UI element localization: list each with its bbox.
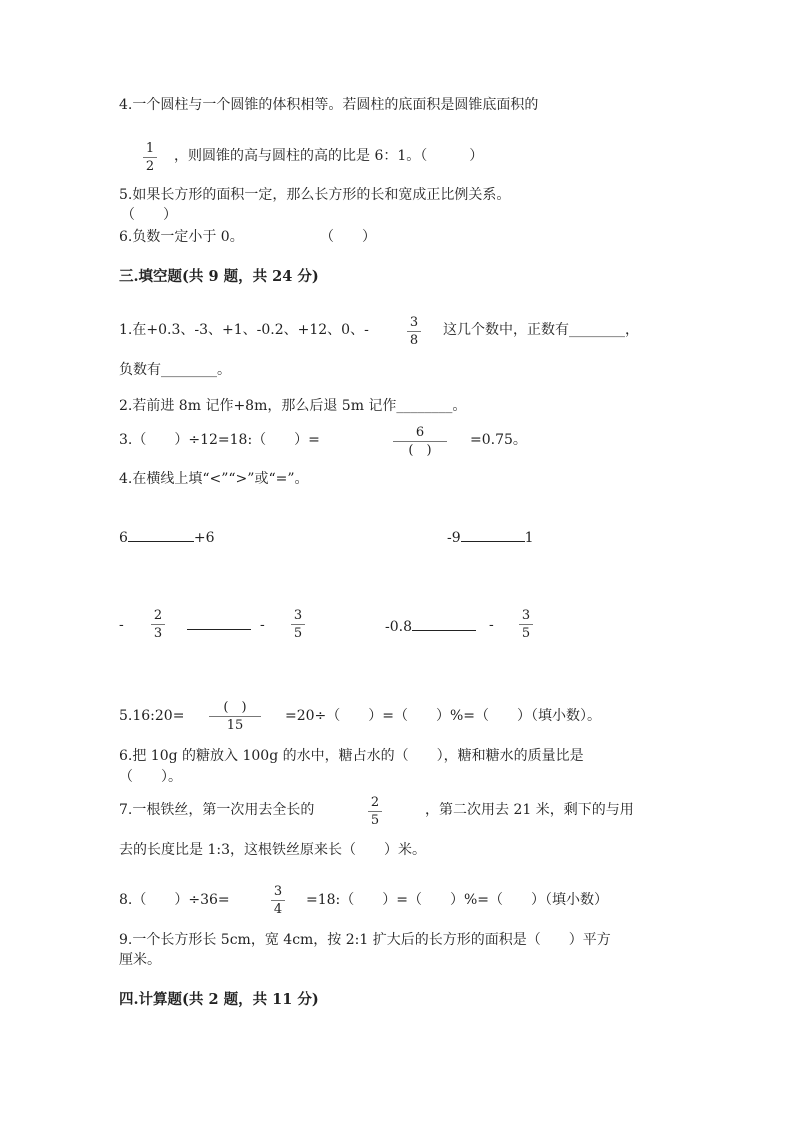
fill-q6-line1: 6.把 10g 的糖放入 100g 的水中，糖占水的（ ），糖和糖水的质量比是 bbox=[119, 748, 584, 764]
fraction-denominator: 5 bbox=[370, 813, 380, 828]
fraction-denominator: 5 bbox=[293, 626, 303, 641]
compare-3-minus: - bbox=[119, 617, 124, 633]
fraction-numerator: 6 bbox=[415, 425, 425, 440]
compare-2 bbox=[447, 529, 534, 545]
compare-4-left: -0.8 bbox=[385, 619, 412, 635]
fraction-denominator: 15 bbox=[226, 718, 244, 733]
fill-q2: 2.若前进 8m 记作+8m，那么后退 5m 记作________。 bbox=[119, 398, 467, 414]
fill-q9-line2: 厘米。 bbox=[119, 952, 161, 968]
fill-q5-prefix: 5.16:20= bbox=[119, 708, 185, 724]
fill-q4: 4.在横线上填“<”“>”或“=”。 bbox=[119, 471, 309, 487]
fill-q5-fraction bbox=[209, 701, 261, 732]
fraction-numerator: 3 bbox=[521, 608, 531, 623]
fill-q3-prefix: 3.（ ）÷12=18:（ ）= bbox=[119, 432, 320, 448]
fill-q5-suffix: =20÷（ ）=（ ）%=（ ）（填小数）。 bbox=[285, 708, 602, 724]
fill-q1-suffix: 这几个数中，正数有________， bbox=[443, 322, 639, 338]
fraction-denominator: ( ) bbox=[408, 443, 432, 458]
compare-3-fraction-b bbox=[291, 609, 305, 640]
compare-2-blank[interactable] bbox=[461, 529, 525, 542]
fraction-numerator: 3 bbox=[409, 315, 419, 330]
compare-3-fraction-a bbox=[151, 609, 165, 640]
section-3-heading: 三.填空题(共 9 题，共 24 分) bbox=[119, 268, 319, 285]
fraction-numerator: 2 bbox=[153, 608, 163, 623]
fill-q7-suffix: ，第二次用去 21 米，剩下的与用 bbox=[425, 802, 634, 818]
fill-q7-fraction bbox=[368, 796, 382, 827]
compare-3-blank[interactable] bbox=[187, 617, 251, 630]
fill-q1-line2: 负数有________。 bbox=[119, 362, 231, 378]
compare-1-blank[interactable] bbox=[128, 529, 194, 542]
judge-q5-line1: 5.如果长方形的面积一定，那么长方形的长和宽成正比例关系。 bbox=[119, 187, 511, 203]
fraction-numerator: ( ) bbox=[223, 700, 247, 715]
fill-q3-fraction bbox=[393, 426, 447, 457]
compare-4-minus: - bbox=[489, 617, 494, 633]
fraction-denominator: 3 bbox=[153, 626, 163, 641]
fraction-numerator: 1 bbox=[145, 141, 155, 156]
fill-q8-fraction bbox=[271, 885, 285, 916]
fraction-denominator: 5 bbox=[521, 626, 531, 641]
fraction-numerator: 2 bbox=[370, 795, 380, 810]
fraction-numerator: 3 bbox=[293, 608, 303, 623]
judge-q6-answer-paren: （ ） bbox=[320, 229, 376, 245]
fill-q8-prefix: 8.（ ）÷36= bbox=[119, 892, 230, 908]
fraction-denominator: 8 bbox=[409, 333, 419, 348]
fill-q9-line1: 9.一个长方形长 5cm，宽 4cm，按 2:1 扩大后的长方形的面积是（ ）平方 bbox=[119, 932, 611, 948]
fraction-denominator: 2 bbox=[145, 159, 155, 174]
compare-1-right: +6 bbox=[193, 530, 215, 546]
fraction-denominator: 4 bbox=[273, 902, 283, 917]
section-4-heading: 四.计算题(共 2 题，共 11 分) bbox=[119, 991, 319, 1008]
fill-q3-suffix: =0.75。 bbox=[470, 432, 527, 448]
fill-q7-prefix: 7.一根铁丝，第一次用去全长的 bbox=[119, 802, 315, 818]
compare-3-minus-b: - bbox=[260, 617, 265, 633]
judge-q6-text: 6.负数一定小于 0。 bbox=[119, 229, 244, 245]
compare-4-blank[interactable] bbox=[412, 618, 476, 631]
fill-q1-prefix: 1.在+0.3、-3、+1、-0.2、+12、0、- bbox=[119, 322, 369, 338]
compare-4 bbox=[385, 618, 476, 634]
fraction-numerator: 3 bbox=[273, 884, 283, 899]
fill-q1-fraction bbox=[407, 316, 421, 347]
compare-1 bbox=[119, 529, 215, 545]
compare-2-left: -9 bbox=[447, 530, 461, 546]
fill-q6-line2: （ ）。 bbox=[119, 769, 182, 785]
compare-4-fraction bbox=[519, 609, 533, 640]
compare-2-right: 1 bbox=[524, 530, 534, 546]
judge-q4-fraction bbox=[143, 142, 157, 173]
fill-q8-suffix: =18:（ ）=（ ）%=（ ）（填小数） bbox=[306, 892, 609, 908]
judge-q4-line1: 4.一个圆柱与一个圆锥的体积相等。若圆柱的底面积是圆锥底面积的 bbox=[119, 97, 539, 113]
judge-q5-answer-paren: （ ） bbox=[121, 207, 177, 223]
fill-q7-line2: 去的长度比是 1:3，这根铁丝原来长（ ）米。 bbox=[119, 842, 426, 858]
judge-q4-line2: ，则圆锥的高与圆柱的高的比是 6：1。（ ） bbox=[174, 148, 484, 164]
compare-1-left: 6 bbox=[119, 530, 128, 546]
